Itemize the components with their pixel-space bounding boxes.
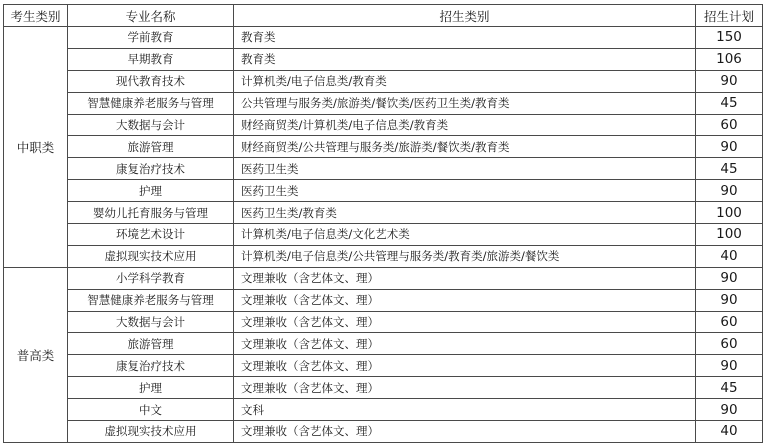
- table-row: [4, 355, 763, 377]
- major-cell: 小学科学教育: [68, 267, 234, 289]
- major-cell: 现代教育技术: [68, 70, 234, 92]
- scope-cell: 文理兼收（含艺体文、理）: [234, 333, 696, 355]
- enrollment-plan-table: [3, 4, 763, 443]
- plan-count-cell: 100: [696, 202, 763, 224]
- major-cell: 康复治疗技术: [68, 355, 234, 377]
- table-row: [4, 92, 763, 114]
- table-row: [4, 136, 763, 158]
- header-major: 专业名称: [68, 5, 234, 27]
- category-cell: 中职类: [4, 27, 68, 268]
- major-cell: 大数据与会计: [68, 311, 234, 333]
- major-cell: 婴幼儿托育服务与管理: [68, 202, 234, 224]
- plan-count-cell: 90: [696, 180, 763, 202]
- major-cell: 旅游管理: [68, 136, 234, 158]
- plan-count-cell: 60: [696, 311, 763, 333]
- table-row: [4, 289, 763, 311]
- scope-cell: 医药卫生类: [234, 180, 696, 202]
- plan-count-cell: 60: [696, 333, 763, 355]
- table-row: [4, 202, 763, 224]
- scope-cell: 文理兼收（含艺体文、理）: [234, 311, 696, 333]
- table-body: [4, 27, 763, 443]
- plan-count-cell: 106: [696, 48, 763, 70]
- scope-cell: 教育类: [234, 27, 696, 49]
- category-cell: 普高类: [4, 267, 68, 442]
- table-row: [4, 48, 763, 70]
- table-row: [4, 114, 763, 136]
- table-row: [4, 180, 763, 202]
- scope-cell: 文科: [234, 399, 696, 421]
- scope-cell: 计算机类/电子信息类/文化艺术类: [234, 224, 696, 246]
- plan-count-cell: 90: [696, 399, 763, 421]
- plan-count-cell: 45: [696, 92, 763, 114]
- plan-count-cell: 90: [696, 136, 763, 158]
- plan-count-cell: 90: [696, 355, 763, 377]
- plan-count-cell: 45: [696, 158, 763, 180]
- plan-count-cell: 150: [696, 27, 763, 49]
- scope-cell: 财经商贸类/公共管理与服务类/旅游类/餐饮类/教育类: [234, 136, 696, 158]
- plan-count-cell: 90: [696, 289, 763, 311]
- table-row: [4, 224, 763, 246]
- table-row: [4, 158, 763, 180]
- table-row: [4, 311, 763, 333]
- plan-count-cell: 90: [696, 267, 763, 289]
- major-cell: 护理: [68, 180, 234, 202]
- plan-count-cell: 100: [696, 224, 763, 246]
- header-row: [4, 5, 763, 27]
- major-cell: 早期教育: [68, 48, 234, 70]
- scope-cell: 计算机类/电子信息类/公共管理与服务类/教育类/旅游类/餐饮类: [234, 245, 696, 267]
- scope-cell: 医药卫生类/教育类: [234, 202, 696, 224]
- major-cell: 虚拟现实技术应用: [68, 245, 234, 267]
- scope-cell: 文理兼收（含艺体文、理）: [234, 267, 696, 289]
- table-row: [4, 27, 763, 49]
- table-row: [4, 70, 763, 92]
- header-scope: 招生类别: [234, 5, 696, 27]
- major-cell: 智慧健康养老服务与管理: [68, 289, 234, 311]
- table-row: [4, 245, 763, 267]
- scope-cell: 文理兼收（含艺体文、理）: [234, 421, 696, 443]
- scope-cell: 医药卫生类: [234, 158, 696, 180]
- header-plan: 招生计划: [696, 5, 763, 27]
- plan-count-cell: 45: [696, 377, 763, 399]
- scope-cell: 计算机类/电子信息类/教育类: [234, 70, 696, 92]
- major-cell: 中文: [68, 399, 234, 421]
- major-cell: 康复治疗技术: [68, 158, 234, 180]
- major-cell: 学前教育: [68, 27, 234, 49]
- header-category: 考生类别: [4, 5, 68, 27]
- scope-cell: 财经商贸类/计算机类/电子信息类/教育类: [234, 114, 696, 136]
- table-row: [4, 267, 763, 289]
- table-row: [4, 333, 763, 355]
- scope-cell: 文理兼收（含艺体文、理）: [234, 355, 696, 377]
- major-cell: 虚拟现实技术应用: [68, 421, 234, 443]
- major-cell: 护理: [68, 377, 234, 399]
- table-row: [4, 377, 763, 399]
- scope-cell: 教育类: [234, 48, 696, 70]
- table-row: [4, 399, 763, 421]
- plan-count-cell: 90: [696, 70, 763, 92]
- table-row: [4, 421, 763, 443]
- major-cell: 环境艺术设计: [68, 224, 234, 246]
- plan-count-cell: 60: [696, 114, 763, 136]
- plan-count-cell: 40: [696, 245, 763, 267]
- plan-count-cell: 40: [696, 421, 763, 443]
- major-cell: 大数据与会计: [68, 114, 234, 136]
- major-cell: 智慧健康养老服务与管理: [68, 92, 234, 114]
- scope-cell: 文理兼收（含艺体文、理）: [234, 377, 696, 399]
- scope-cell: 公共管理与服务类/旅游类/餐饮类/医药卫生类/教育类: [234, 92, 696, 114]
- major-cell: 旅游管理: [68, 333, 234, 355]
- scope-cell: 文理兼收（含艺体文、理）: [234, 289, 696, 311]
